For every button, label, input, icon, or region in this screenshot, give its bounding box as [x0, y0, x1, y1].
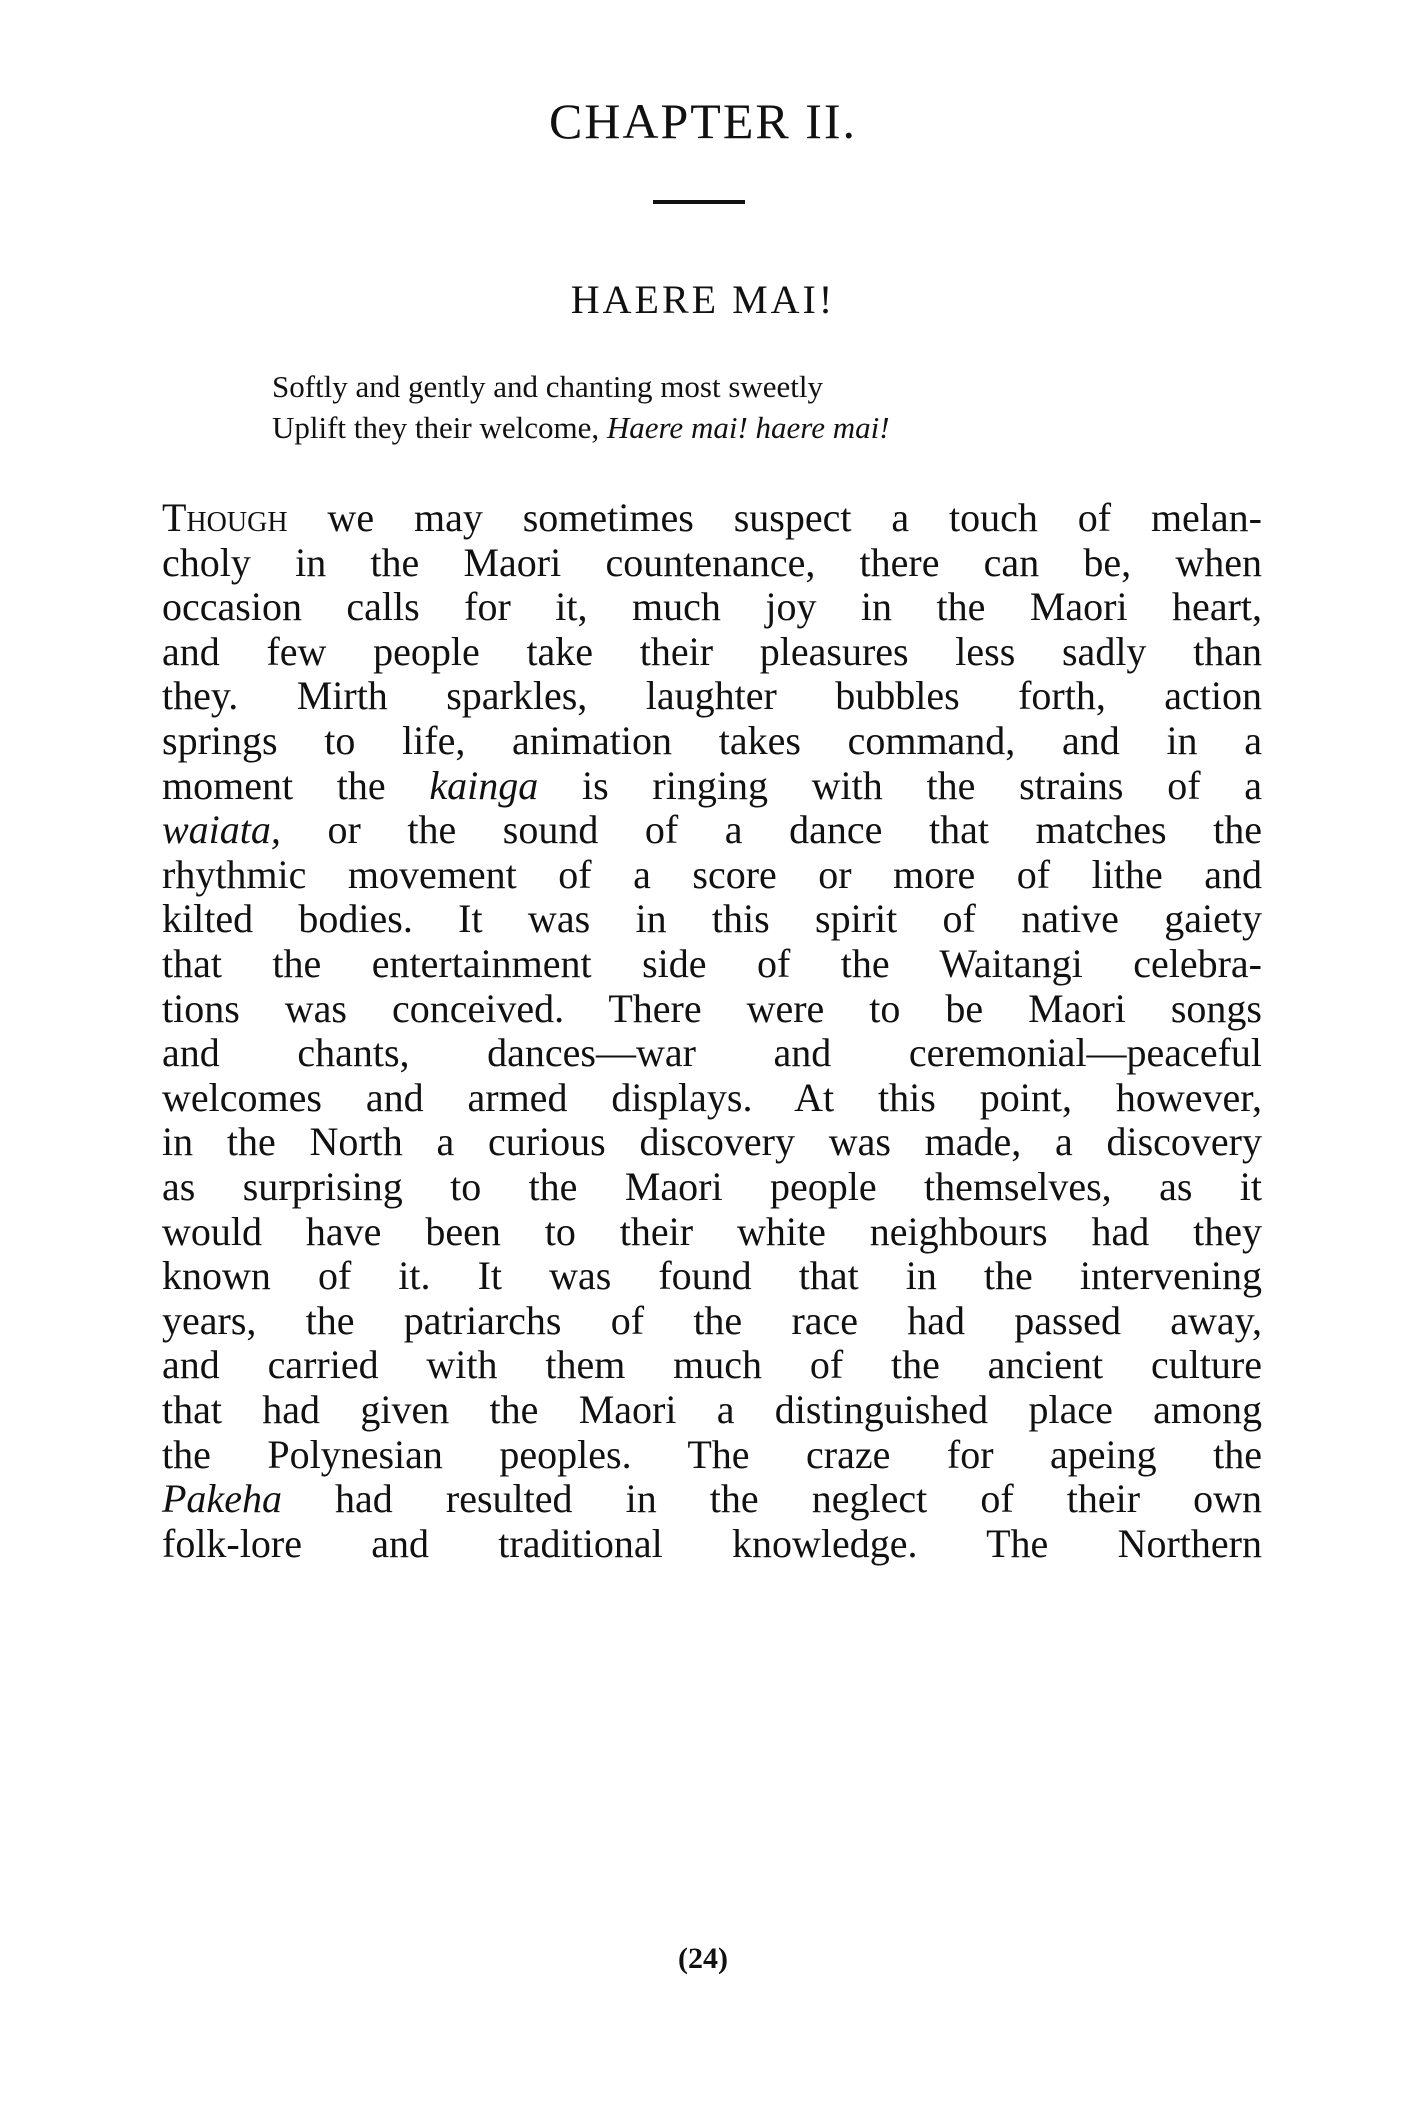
text-segment: had resulted in the neglect of their own	[281, 1476, 1262, 1522]
text-line	[162, 1514, 1262, 1574]
epigraph-line-text: Uplift they their welcome,	[272, 410, 607, 445]
section-title: HAERE MAI!	[570, 277, 836, 322]
title-divider	[653, 200, 745, 204]
text-segment: folk-lore and traditional knowledge. The Northern	[162, 1520, 1262, 1566]
italic-term: waiata,	[162, 807, 281, 853]
text-segment: is ringing with the strains of a	[538, 762, 1263, 808]
text-segment: the Polynesian peoples. The craze for apeing the	[162, 1431, 1262, 1477]
text-segment: as surprising to the Maori people themselves, as it	[162, 1164, 1262, 1209]
page-number: (24)	[678, 1942, 728, 1975]
text-segment: or the sound of a dance that matches the	[280, 807, 1262, 853]
epigraph-line: Softly and gently and chanting most sweetly	[272, 369, 824, 404]
text-segment: and chants, dances—war and ceremonial—peaceful	[162, 1030, 1262, 1076]
text-segment: springs to life, animation takes command, and in a	[162, 718, 1262, 763]
text-segment: that had given the Maori a distinguished place among	[162, 1387, 1262, 1432]
text-segment: kilted bodies. It was in this spirit of native gaiety	[162, 896, 1262, 942]
text-segment: choly in the Maori countenance, there can be, when	[162, 539, 1262, 585]
text-segment: and carried with them much of the ancient culture	[162, 1342, 1262, 1388]
text-segment: rhythmic movement of a score or more of lithe and	[162, 851, 1262, 897]
epigraph-line	[272, 407, 1172, 448]
text-segment: known of it. It was found that in the intervening	[162, 1253, 1262, 1299]
text-segment: would have been to their white neighbours had they	[162, 1208, 1262, 1254]
text-segment: they. Mirth sparkles, laughter bubbles forth, action	[162, 673, 1262, 719]
text-segment: and few people take their pleasures less sadly than	[162, 628, 1262, 674]
text-segment: occasion calls for it, much joy in the Maori heart,	[162, 584, 1262, 630]
italic-term: kainga	[429, 762, 539, 808]
lead-word: Though	[162, 495, 288, 540]
text-segment: we may sometimes suspect a touch of melan-	[287, 495, 1262, 540]
italic-term: Pakeha	[162, 1476, 282, 1522]
text-segment: moment the	[162, 762, 430, 808]
chapter-title: CHAPTER II.	[548, 93, 858, 149]
epigraph	[272, 366, 1172, 448]
text-segment: that the entertainment side of the Waitangi celebra-	[162, 941, 1262, 986]
text-segment: tions was conceived. There were to be Maori songs	[162, 985, 1262, 1031]
text-segment: welcomes and armed displays. At this point, however,	[162, 1074, 1262, 1120]
text-segment: years, the patriarchs of the race had passed away,	[162, 1297, 1262, 1343]
epigraph-line-italic: Haere mai! haere mai!	[606, 410, 890, 445]
text-segment: in the North a curious discovery was made, a discovery	[162, 1119, 1262, 1165]
